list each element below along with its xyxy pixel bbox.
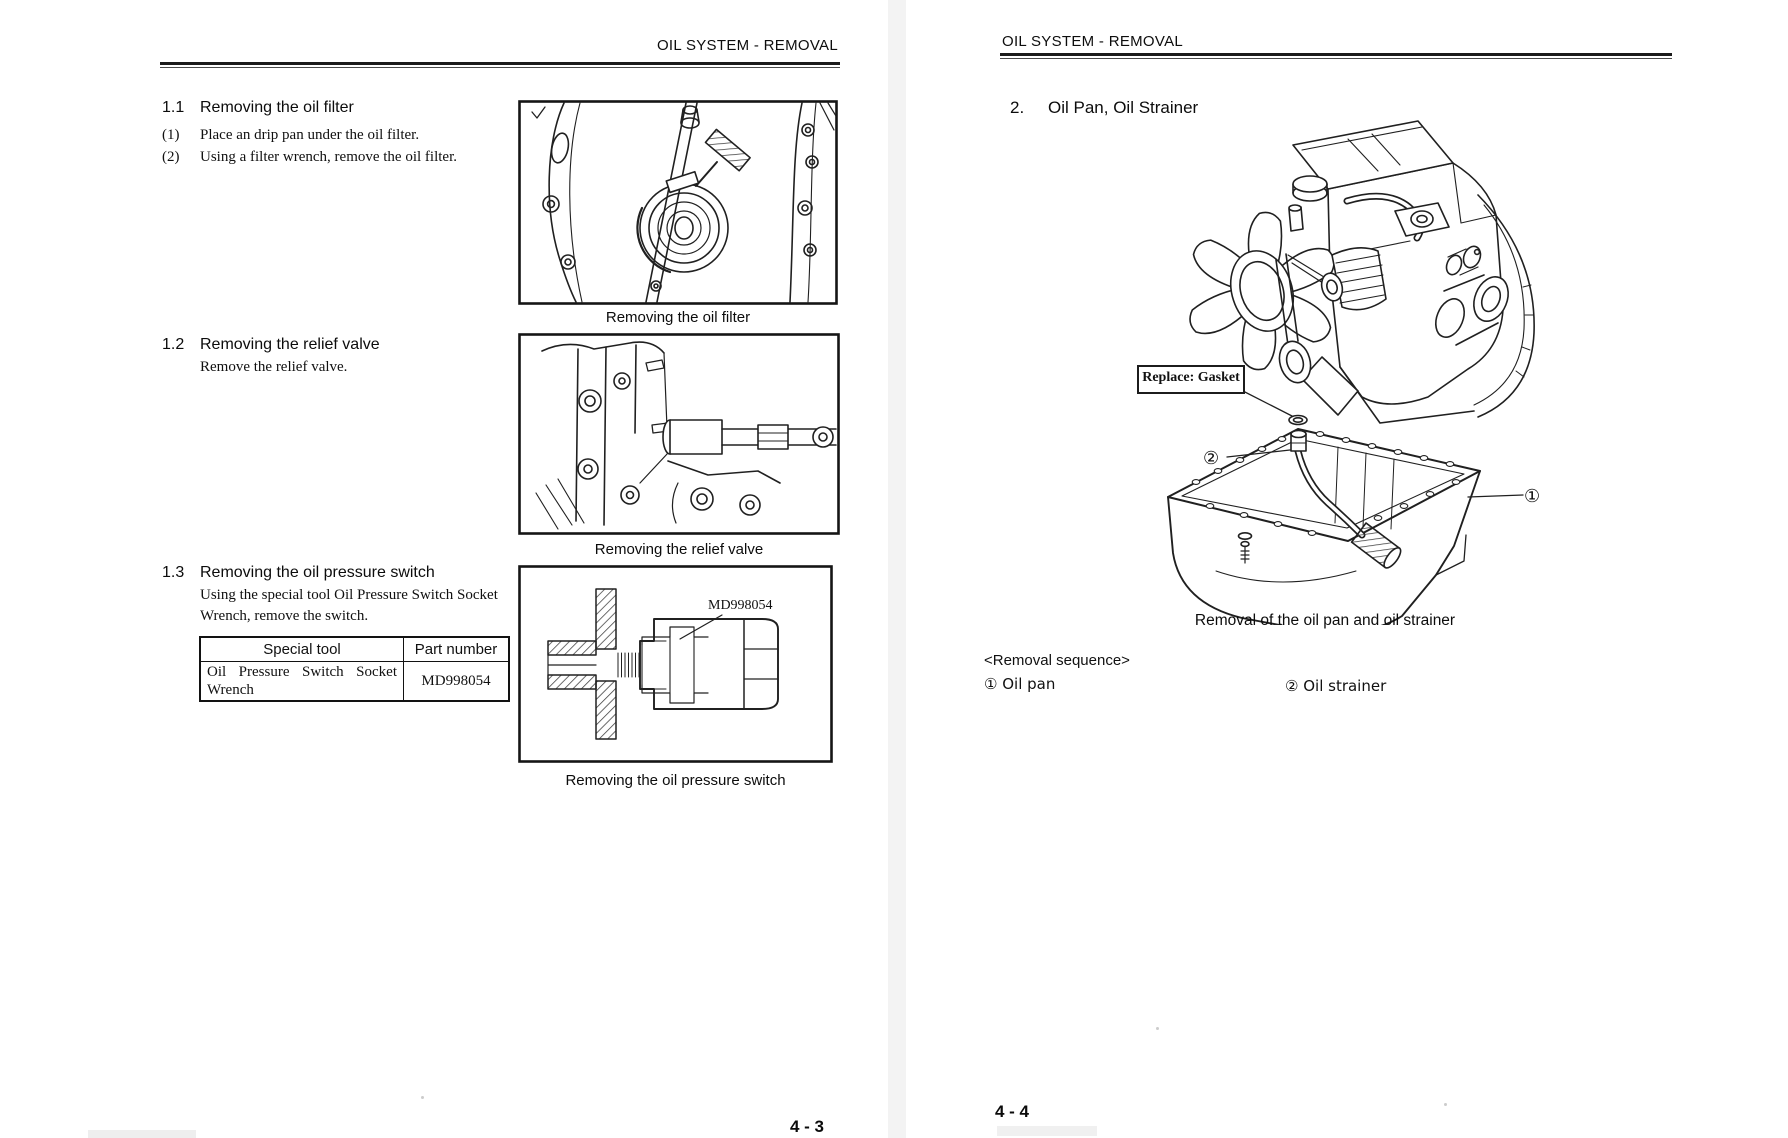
tool-label: MD998054 xyxy=(708,598,773,613)
replace-gasket-label: Replace: Gasket xyxy=(1137,365,1245,394)
engine-oil-pan-figure xyxy=(1040,105,1550,625)
section-number: 2. xyxy=(1010,98,1025,117)
section-1-3-body-line-2: Wrench, remove the switch. xyxy=(200,608,369,624)
special-tool-header: Special tool xyxy=(200,637,404,662)
removal-sequence-item-2: ② Oil strainer xyxy=(1285,677,1387,695)
table-row xyxy=(200,662,509,702)
oil-pressure-switch-figure xyxy=(518,565,833,763)
right-page-number: 4 - 4 xyxy=(995,1102,1030,1121)
left-header-rule-echo xyxy=(160,67,840,68)
section-1-2-body: Remove the relief valve. xyxy=(200,359,348,375)
step-number: (2) xyxy=(162,149,180,165)
page-gutter xyxy=(888,0,906,1138)
step-text: Place an drip pan under the oil filter. xyxy=(200,127,420,143)
step-text: Using a filter wrench, remove the oil filter. xyxy=(200,149,457,165)
removal-sequence-item-1: ① Oil pan xyxy=(984,675,1056,693)
special-tool-table xyxy=(199,636,510,702)
callout-2-oil-strainer: ② xyxy=(1203,448,1220,469)
relief-valve-figure xyxy=(518,333,840,535)
section-title: Removing the oil pressure switch xyxy=(200,564,435,581)
scan-speck xyxy=(1156,1027,1159,1030)
section-number: 1.2 xyxy=(162,336,185,353)
table-header-row xyxy=(200,637,509,662)
scan-artifact-strip xyxy=(997,1126,1097,1136)
engine-figure-caption: Removal of the oil pan and oil strainer xyxy=(1194,612,1456,629)
section-number: 1.1 xyxy=(162,99,185,116)
left-page-number: 4 - 3 xyxy=(790,1117,825,1136)
figure-3-caption: Removing the oil pressure switch xyxy=(565,772,786,789)
section-1-3-body-line-1: Using the special tool Oil Pressure Switch Socket xyxy=(200,587,498,603)
scan-speck xyxy=(1444,1103,1447,1106)
part-number-cell: MD998054 xyxy=(404,662,510,702)
section-1-3-heading xyxy=(162,564,435,582)
part-number-header: Part number xyxy=(404,637,510,662)
figure-2-caption: Removing the relief valve xyxy=(594,541,764,558)
callout-1-oil-pan: ① xyxy=(1524,486,1541,507)
figure-1-caption: Removing the oil filter xyxy=(605,309,751,326)
section-title: Removing the relief valve xyxy=(200,336,380,353)
left-header-rule xyxy=(160,62,840,65)
right-header-rule-echo xyxy=(1000,58,1672,59)
section-1-2-heading xyxy=(162,336,380,354)
scan-artifact-strip xyxy=(88,1130,196,1138)
section-title: Removing the oil filter xyxy=(200,99,354,116)
right-page xyxy=(906,0,1788,1138)
step-number: (1) xyxy=(162,127,180,143)
section-number: 1.3 xyxy=(162,564,185,581)
step-2 xyxy=(162,149,457,166)
step-1 xyxy=(162,127,419,144)
left-page xyxy=(0,0,888,1138)
left-page-header: OIL SYSTEM - REMOVAL xyxy=(656,37,838,54)
section-1-1-heading xyxy=(162,99,354,117)
oil-filter-figure xyxy=(518,100,838,305)
section-title: Oil Pan, Oil Strainer xyxy=(1048,98,1199,117)
scan-speck xyxy=(421,1096,424,1099)
right-header-rule xyxy=(1000,53,1672,56)
removal-sequence-heading: <Removal sequence> xyxy=(984,652,1130,669)
right-page-header: OIL SYSTEM - REMOVAL xyxy=(1002,33,1184,50)
special-tool-cell: Oil Pressure Switch Socket Wrench xyxy=(200,662,404,702)
